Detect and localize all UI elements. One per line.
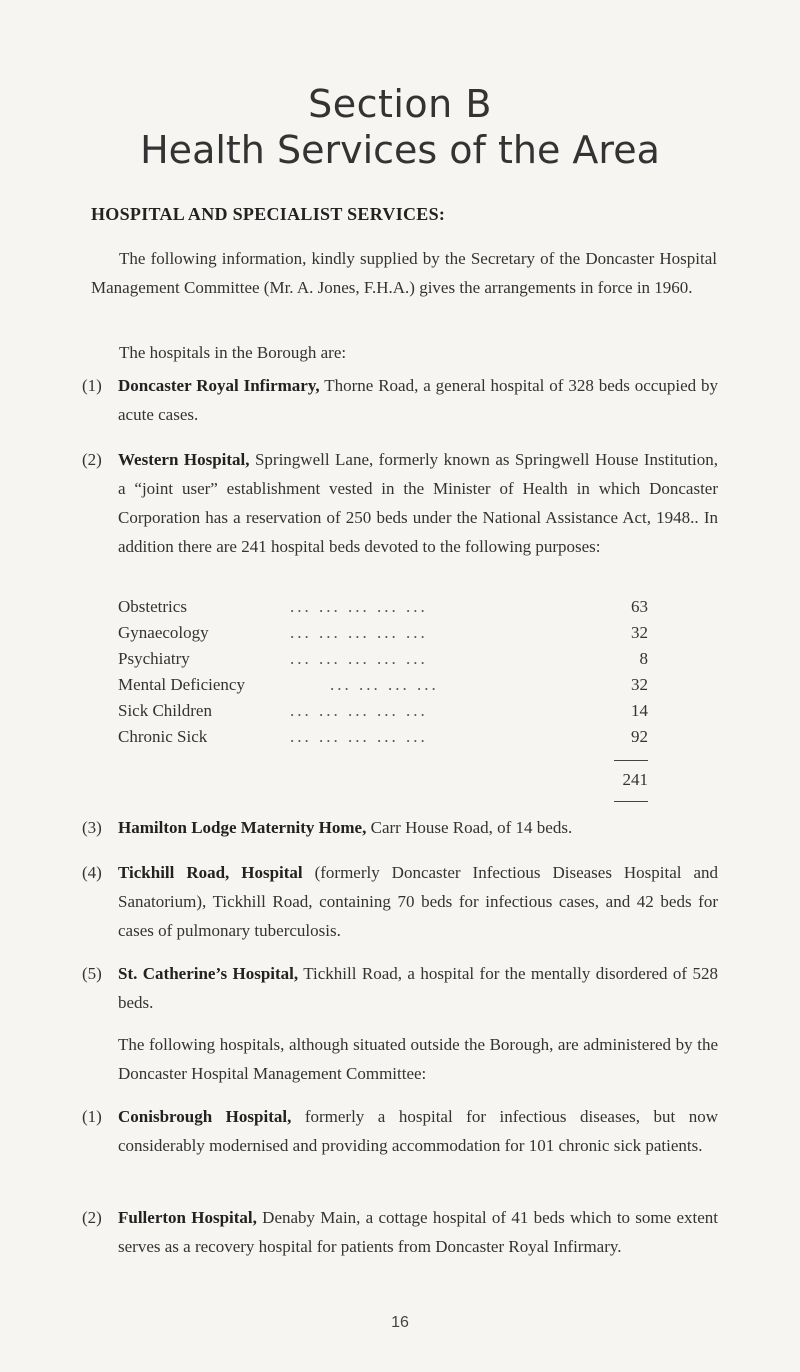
table-row-value: 92 bbox=[631, 727, 648, 746]
hospital-name: Hamilton Lodge Maternity Home, bbox=[118, 818, 367, 837]
item-number: (3) bbox=[82, 818, 102, 837]
hospital-description: Tickhill Road, a hospital for the mentally disordered of 528 beds. bbox=[118, 964, 718, 1012]
item-number: (4) bbox=[82, 863, 102, 882]
table-row-leader: ... ... ... ... ... bbox=[290, 649, 428, 668]
item-number: (1) bbox=[82, 376, 102, 395]
hospital-entry bbox=[118, 371, 718, 429]
table-row-leader: ... ... ... ... ... bbox=[290, 727, 428, 746]
table-row-value: 14 bbox=[631, 701, 648, 720]
table-row bbox=[118, 724, 648, 750]
total-rule-top bbox=[614, 760, 648, 761]
page-number: 16 bbox=[391, 1314, 409, 1331]
table-row-label: Gynaecology bbox=[118, 623, 209, 642]
hospital-entry bbox=[118, 1203, 718, 1261]
table-row bbox=[118, 620, 648, 646]
section-label: Section B bbox=[308, 82, 492, 126]
outside-intro: The following hospitals, although situated outside the Borough, are administered by the Doncaster Hospital Management Committee: bbox=[118, 1035, 718, 1083]
hospital-entry bbox=[118, 445, 718, 561]
hospital-name: St. Catherine’s Hospital, bbox=[118, 964, 299, 983]
borough-intro: The hospitals in the Borough are: bbox=[119, 343, 347, 362]
total-rule-bottom bbox=[614, 801, 648, 802]
hospital-name: Fullerton Hospital, bbox=[118, 1208, 257, 1227]
table-total: 241 bbox=[622, 770, 648, 789]
hospital-entry bbox=[118, 1102, 718, 1160]
table-row-leader: ... ... ... ... ... bbox=[290, 623, 428, 642]
table-row-value: 32 bbox=[631, 675, 648, 694]
table-row bbox=[118, 672, 648, 698]
table-row-leader: ... ... ... ... bbox=[330, 675, 439, 694]
subheading: HOSPITAL AND SPECIALIST SERVICES: bbox=[91, 204, 446, 224]
table-row-label: Chronic Sick bbox=[118, 727, 208, 746]
hospital-name: Doncaster Royal Infirmary, bbox=[118, 376, 320, 395]
table-row-label: Obstetrics bbox=[118, 597, 187, 616]
hospital-description: formerly a hospital for infectious diseases, but now considerably modernised and providing accommodation for 101 chronic sick patients. bbox=[118, 1107, 718, 1155]
table-row-label: Psychiatry bbox=[118, 649, 190, 668]
table-row-leader: ... ... ... ... ... bbox=[290, 701, 428, 720]
hospital-description: Denaby Main, a cottage hospital of 41 beds which to some extent serves as a recovery hospital for patients from Doncaster Royal Infirmary. bbox=[118, 1208, 718, 1256]
table-row bbox=[118, 646, 648, 672]
hospital-description: Thorne Road, a general hospital of 328 beds occupied by acute cases. bbox=[118, 376, 719, 424]
item-number: (2) bbox=[82, 1208, 102, 1227]
page-title: Health Services of the Area bbox=[140, 128, 660, 172]
hospital-name: Tickhill Road, Hospital bbox=[118, 863, 303, 882]
table-row-label: Sick Children bbox=[118, 701, 212, 720]
hospital-entry bbox=[118, 959, 718, 1017]
table-row-value: 8 bbox=[639, 649, 648, 668]
hospital-entry bbox=[118, 813, 718, 842]
item-number: (1) bbox=[82, 1107, 102, 1126]
table-row-leader: ... ... ... ... ... bbox=[290, 597, 428, 616]
table-row-label: Mental Deficiency bbox=[118, 675, 245, 694]
hospital-name: Western Hospital, bbox=[118, 450, 250, 469]
hospital-description: Carr House Road, of 14 beds. bbox=[366, 818, 573, 837]
hospital-description: Springwell Lane, formerly known as Springwell House Institution, a “joint user” establishment vested in the Minister of Health in which Doncaster Corporation has a reservation of 250 beds under the National Assistance Act, 1948.. In addition there are 241 hospital beds devoted to the following purposes: bbox=[118, 450, 718, 556]
hospital-entry bbox=[118, 858, 718, 945]
item-number: (2) bbox=[82, 450, 102, 469]
item-number: (5) bbox=[82, 964, 102, 983]
intro-paragraph: The following information, kindly supplied by the Secretary of the Doncaster Hospital Management Committee (Mr. A. Jones, F.H.A.) gives the arrangements in force in 1960. bbox=[91, 249, 717, 297]
hospital-description: (formerly Doncaster Infectious Diseases Hospital and Sanatorium), Tickhill Road, containing 70 beds for infectious cases, and 42 beds for cases of pulmonary tuberculosis. bbox=[118, 863, 718, 940]
table-row bbox=[118, 698, 648, 724]
table-row bbox=[118, 594, 648, 620]
table-row-value: 32 bbox=[631, 623, 648, 642]
table-row-value: 63 bbox=[631, 597, 648, 616]
hospital-name: Conisbrough Hospital, bbox=[118, 1107, 292, 1126]
